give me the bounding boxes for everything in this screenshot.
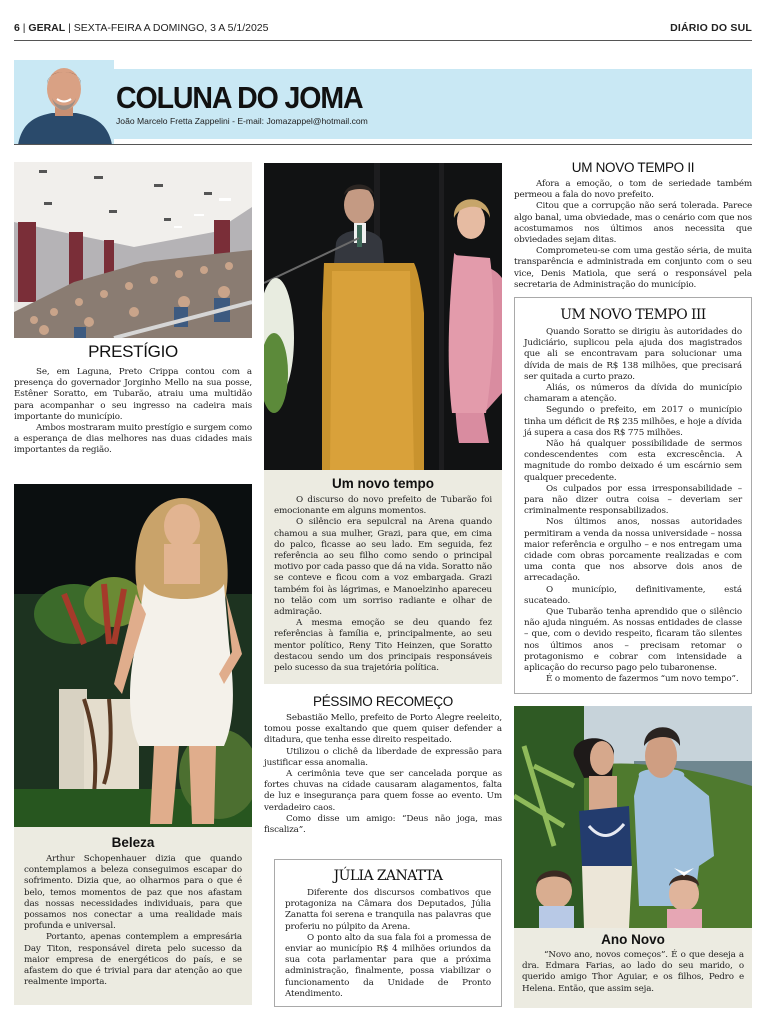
article-body: Quando Soratto se dirigiu às autoridades do Judiciário, suplicou pela ajuda dos magistrados que ali se encontravam para solucionar uma dívida de mais de R$ 138 milhões, que precisará ser quitada a curto prazo. Aliás, os números da dívida do município chamaram a atenção. Segundo o prefeito, em 2017 o município tinha um déficit de R$ 235 milhões, e hoje a dívida já supera a casa dos R$ 775 milhões. Não há qualquer possibilidade de sermos condescendentes com esta excrescência. A magnitude do rombo deixado é um escárnio sem qualquer precedente. Os culpados por essa irresponsabilidade – para não dizer outra coisa – deveriam ser criminalmente responsabilizados. Nos últimos anos, nossas autoridades permitiram a venda da nossa universidade – nossa maior referência e orgulho – e nos entregam uma cidade com obras porcamente realizadas e com uma conta que nos absorve dois anos de arrecadação. O município, definitivamente, está sucateado. Que Tubarão tenha aprendido que o silêncio não ajuda ninguém. As nossas entidades de classe – que, com o devido respeito, ficaram tão silentes nos últimos anos – precisam retomar o protagonismo e cobrar com intensidade a aplicação do recurso pago pelo tubaronense. É o momento de fazermos “um novo tempo”.	[524, 327, 742, 685]
article-title: Beleza	[111, 835, 155, 850]
auditorium-crowd-photo	[14, 162, 252, 338]
article-body: Afora a emoção, o tom de seriedade também permeou a fala do novo prefeito. Citou que a corrupção não será tolerada. Parece algo banal, uma obviedade, mas o cenário com que nos acostumamos nos últimos anos necessita que obviedades sejam ditas. Comprometeu-se com uma gestão séria, de muita transparência e administrada em conjunto com o seu vice, Denis Matiola, que será o responsável pela secretaria de Administração do município.	[514, 179, 752, 290]
article-title: PRESTÍGIO	[88, 342, 178, 361]
article-body: Se, em Laguna, Preto Crippa contou com a presença do governador Jorginho Mello na sua posse, Estêner Soratto, em Tubarão, atraiu uma multidão para acompanhar o seu ingresso na cadeira mais importante do município. Ambos mostraram muito prestígio e surgem como a esperança de dias melhores nas duas cidades mais importantes da região.	[14, 367, 252, 456]
article-title: Ano Novo	[601, 932, 665, 947]
page-header	[14, 22, 752, 41]
article-title: Um novo tempo	[331, 476, 434, 491]
columnist-photo	[14, 60, 114, 145]
day-titon-photo	[14, 484, 252, 827]
article-um-novo-tempo-ii	[514, 160, 752, 288]
article-prestigio	[14, 342, 252, 470]
article-beleza	[14, 827, 252, 1005]
page-number: 6	[14, 22, 20, 34]
article-pessimo-recomeco	[264, 694, 502, 852]
column-title: COLUNA DO JOMA	[116, 80, 363, 115]
article-title: UM NOVO TEMPO III	[560, 307, 706, 323]
issue-date: SEXTA-FEIRA A DOMINGO, 3 A 5/1/2025	[73, 22, 269, 34]
article-ano-novo	[514, 928, 752, 1008]
column-byline: João Marcelo Fretta Zappelini - E-mail: Jomazappel@hotmail.com	[116, 116, 368, 126]
article-title: JÚLIA ZANATTA	[333, 868, 443, 884]
page-header-left: 6 | GERAL | SEXTA-FEIRA A DOMINGO, 3 A 5/1/2025	[14, 22, 269, 34]
article-body: “Novo ano, novos começos”. É o que deseja a dra. Edmara Farias, ao lado do seu marido, o querido amigo Thor Aguiar, e os filhos, Pedro e Helena. Então, que assim seja.	[522, 950, 744, 994]
article-body: O discurso do novo prefeito de Tubarão foi emocionante em alguns momentos. O silêncio era sepulcral na Arena quando chamou a sua mulher, Grazi, para que, em cima do palco, ficasse ao seu lado. Em seguida, fez referência ao seu filho como sendo o principal motivo por cada passo que dá na vida. Soratto não se conteve e ficou com a voz embargada. Grazi também foi às lágrimas, e Manoelzinho apareceu no telão com um sorriso radiante e olhar de admiração. A mesma emoção se deu quando fez referências à família e, principalmente, ao seu mentor político, Reny Tito Heinzen, que Soratto destacou sendo um dos principais responsáveis pelo sucesso da sua trajetória política.	[274, 495, 492, 674]
publication-name: DIÁRIO DO SUL	[670, 22, 752, 34]
article-body: Sebastião Mello, prefeito de Porto Alegre reeleito, tomou posse exaltando que quem quiser defender a ditadura, que tenha esse direito respeitado. Utilizou o clichê da liberdade de expressão para justificar essa anomalia. A cerimônia teve que ser cancelada porque as fortes chuvas na cidade causaram alagamentos, falta de luz e insegurança para quem fosse ao evento. Um verdadeiro caos. Como disse um amigo: “Deus não joga, mas fiscaliza”.	[264, 713, 502, 836]
article-title: UM NOVO TEMPO II	[571, 160, 695, 175]
article-um-novo-tempo-iii	[514, 297, 752, 694]
mayor-speech-photo	[264, 163, 502, 470]
family-photo	[514, 706, 752, 928]
article-julia-zanatta	[274, 859, 502, 1007]
article-body: Diferente dos discursos combativos que protagoniza na Câmara dos Deputados, Júlia Zanatta foi serena e tranquila nas palavras que proferiu no púlpito da Arena. O ponto alto da sua fala foi a promessa de enviar ao município R$ 4 milhões oriundos da sua cota parlamentar para que a próxima administração, finalmente, possa viabilizar o funcionamento da Unidade de Pronto Atendimento.	[285, 888, 491, 999]
article-title: PÉSSIMO RECOMEÇO	[313, 694, 453, 709]
article-body: Arthur Schopenhauer dizia que quando contemplamos a beleza conseguimos escapar do sofrimento. Dizia que, ao olharmos para o que é belo, temos momentos de paz que nos afastam das nossas necessidades individuais, para que possamos nos conectar a uma realidade mais profunda e universal. Portanto, apenas contemplem a empresária Day Titon, responsável direta pelo sucesso da maior empresa de energéticos do país, e se afastem do que é trivial para dar atenção ao que realmente importa.	[24, 854, 242, 988]
section-name: GERAL	[28, 22, 66, 34]
article-um-novo-tempo	[264, 470, 502, 684]
masthead-divider	[14, 144, 752, 145]
